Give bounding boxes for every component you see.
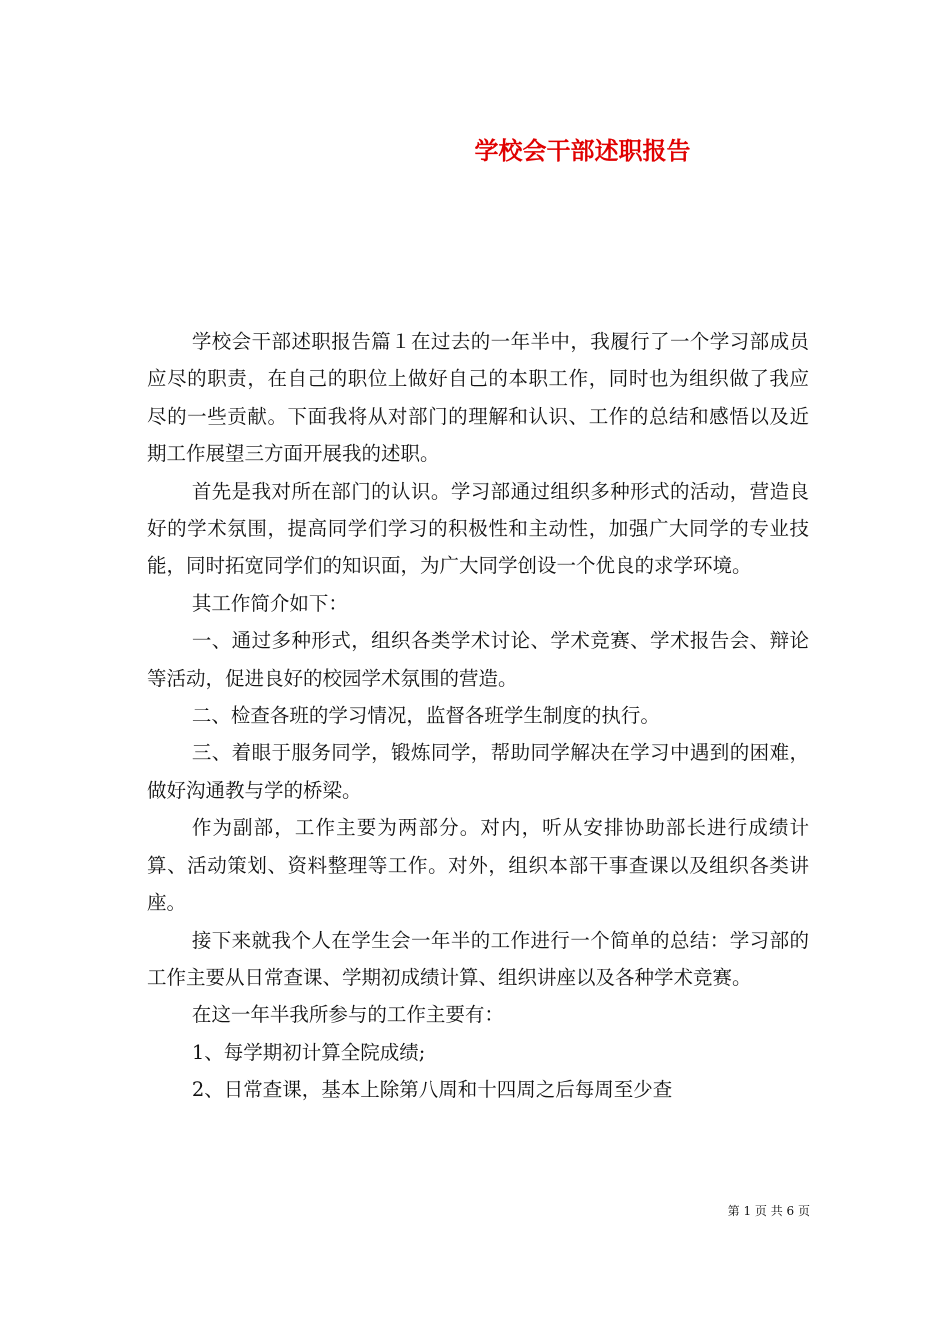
paragraph-duty-1: 一、通过多种形式，组织各类学术讨论、学术竞赛、学术报告会、辩论等活动，促进良好的校园学术氛围的营造。 xyxy=(147,629,809,690)
document-body xyxy=(147,323,809,1109)
paragraph-work-item-1: 1、每学期初计算全院成绩; xyxy=(191,1040,426,1064)
paragraph-work-item-2: 2、日常查课，基本上除第八周和十四周之后每周至少查 xyxy=(191,1078,673,1102)
paragraph-vice-role: 作为副部，工作主要为两部分。对内，听从安排协助部长进行成绩计算、活动策划、资料整理等工作。对外，组织本部干事查课以及组织各类讲座。 xyxy=(147,816,809,915)
paragraph-duty-3: 三、着眼于服务同学，锻炼同学，帮助同学解决在学习中遇到的困难，做好沟通教与学的桥梁。 xyxy=(147,741,809,802)
paragraph-intro: 学校会干部述职报告篇１在过去的一年半中，我履行了一个学习部成员应尽的职责，在自己的职位上做好自己的本职工作，同时也为组织做了我应尽的一些贡献。下面我将从对部门的理解和认识、工作的总结和感悟以及近期工作展望三方面开展我的述职。 xyxy=(147,330,809,466)
document-title: 学校会干部述职报告 xyxy=(474,137,691,165)
paragraph-work-intro: 其工作简介如下： xyxy=(191,591,348,615)
paragraph-duty-2: 二、检查各班的学习情况，监督各班学生制度的执行。 xyxy=(191,704,660,728)
page-number-footer: 第 1 页 共 6 页 xyxy=(727,1204,810,1218)
paragraph-summary: 接下来就我个人在学生会一年半的工作进行一个简单的总结：学习部的工作主要从日常查课、学期初成绩计算、组织讲座以及各种学术竞赛。 xyxy=(147,928,809,989)
paragraph-work-list-intro: 在这一年半我所参与的工作主要有： xyxy=(191,1003,504,1027)
paragraph-department-understanding: 首先是我对所在部门的认识。学习部通过组织多种形式的活动，营造良好的学术氛围，提高同学们学习的积极性和主动性，加强广大同学的专业技能，同时拓宽同学们的知识面，为广大同学创设一个优良的求学环境。 xyxy=(147,479,809,578)
